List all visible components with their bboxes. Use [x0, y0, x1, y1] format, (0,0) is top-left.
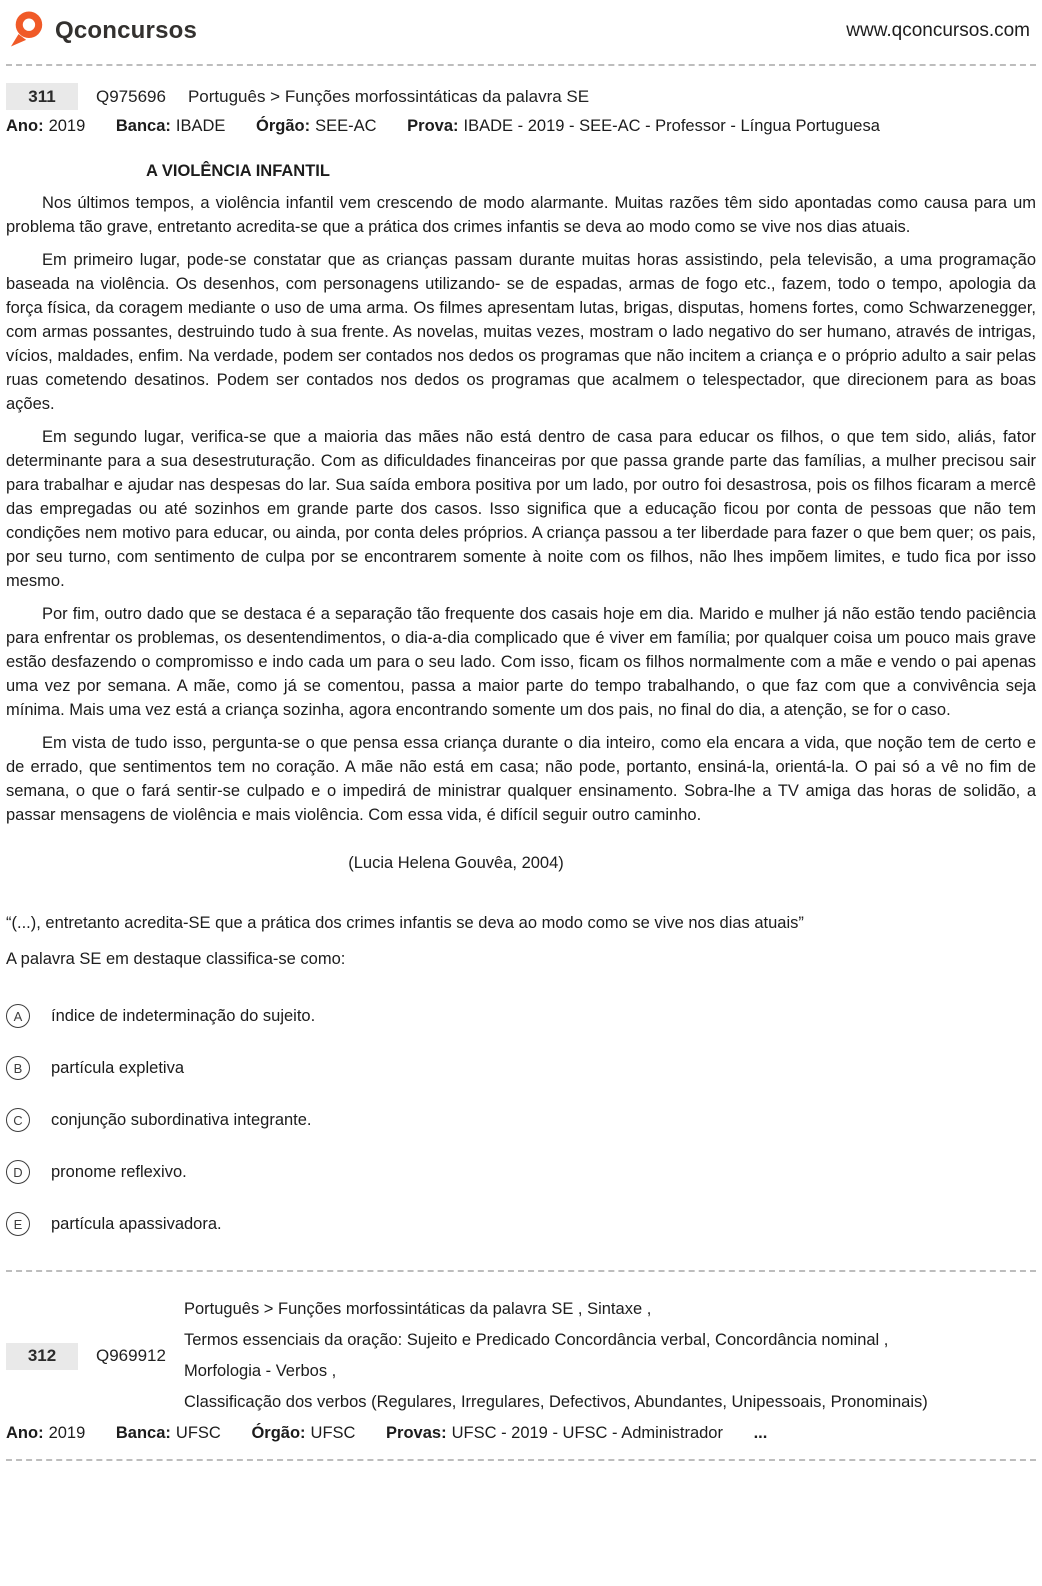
meta-banca	[116, 1424, 221, 1442]
option-a-text: índice de indeterminação do sujeito.	[51, 1006, 316, 1025]
logo-text: Qconcursos	[55, 17, 198, 44]
question-separator	[6, 1270, 1036, 1272]
option-b[interactable]	[6, 1056, 1036, 1080]
meta-orgao-label: Órgão:	[251, 1424, 306, 1442]
question-312-breadcrumbs	[184, 1294, 1036, 1418]
meta-provas	[386, 1424, 723, 1442]
breadcrumb-line[interactable]: Português > Funções morfossintáticas da palavra SE , Sintaxe ,	[184, 1300, 652, 1318]
question-number-badge: 312	[6, 1343, 78, 1370]
meta-banca-value: IBADE	[175, 117, 226, 135]
meta-banca	[116, 117, 226, 135]
meta-provas-ellipsis[interactable]: ...	[753, 1424, 768, 1442]
breadcrumb-line[interactable]: Termos essenciais da oração: Sujeito e Predicado Concordância verbal, Concordância nominal ,	[184, 1331, 889, 1349]
option-d-text: pronome reflexivo.	[51, 1162, 187, 1181]
meta-provas-value: UFSC - 2019 - UFSC - Administrador	[451, 1424, 723, 1442]
meta-banca-label: Banca:	[115, 117, 171, 135]
reading-passage	[6, 162, 1036, 873]
passage-paragraph: Em segundo lugar, verifica-se que a maioria das mães não está dentro de casa para educar os filhos, o que tem sido, aliás, fator determinante para a sua desestruturação. Com as dificuldades financeiras por que passa grande parte das famílias, a mulher precisou sair para trabalhar e ajudar nas despesas do lar. Sua saída embora positiva por um lado, por outro foi desastrosa, pois os filhos ficaram a mercê das empregadas ou até sozinhos em grande parte dos casos. Isso significa que a educação ficou por conta de pessoas que não tem condições nem motivo para educar, ou ainda, por conta deles próprios. A criança passou a ter liberdade para fazer o que bem quer; os pais, por seu turno, com sentimento de culpa por se encontrarem somente à noite com os filhos, não lhes impõem limites, e tudo fica por isso mesmo.	[6, 428, 1036, 590]
passage-paragraph: Em vista de tudo isso, pergunta-se o que pensa essa criança durante o dia inteiro, como ela encara a vida, que noção tem de certo e de errado, que sentimentos tem no coração. A mãe não está em casa; não pode, portanto, ensiná-la, orientá-la. O pai só a vê no fim de semana, o que o fará sentir-se culpado e o impedirá de ministrar qualquer ensinamento. Sobra-lhe a TV amiga das horas de solidão, a passar mensagens de violência e mais violência. Com essa vida, é difícil seguir outro caminho.	[6, 734, 1036, 824]
option-c[interactable]	[6, 1108, 1036, 1132]
options-list	[6, 1004, 1036, 1236]
passage-paragraph: Nos últimos tempos, a violência infantil vem crescendo de modo alarmante. Muitas razões têm sido apontadas como causa para um problema tão grave, entretanto acredita-se que a prática dos crimes infantis se deva ao modo como se vive nos dias atuais.	[6, 194, 1036, 236]
meta-ano	[6, 117, 85, 135]
option-b-text: partícula expletiva	[51, 1058, 184, 1077]
meta-orgao-label: Órgão:	[256, 117, 311, 135]
meta-prova-value: IBADE - 2019 - SEE-AC - Professor - Língua Portuguesa	[463, 117, 880, 135]
option-c-letter-circle[interactable]: C	[6, 1108, 30, 1132]
option-b-letter-circle[interactable]: B	[6, 1056, 30, 1080]
passage-paragraph: Por fim, outro dado que se destaca é a separação tão frequente dos casais hoje em dia. Marido e mulher já não estão tendo paciência para enfrentar os problemas, os desentendimentos, o dia-a-dia complicado que é viver em família; por qualquer coisa um pouco mais grave estão desfazendo o compromisso e indo cada um para o seu lado. Com isso, ficam os filhos normalmente com a mãe e vendo o pai apenas uma vez por semana. A mãe, como já se comentou, passa a maior parte do tempo trabalhando, o que faz com que a convivência seja mínima. Mais uma vez está a criança sozinha, agora encontrando somente um dos pais, no final do dia, a atenção, se for o caso.	[6, 605, 1036, 719]
meta-ano-label: Ano:	[6, 1424, 44, 1442]
meta-orgao	[256, 117, 377, 135]
meta-ano-label: Ano:	[6, 117, 44, 135]
meta-ano-value: 2019	[48, 117, 86, 135]
question-311-header	[6, 83, 1036, 110]
page-header	[6, 0, 1036, 64]
question-number-badge: 311	[6, 83, 78, 110]
qconcursos-logo[interactable]	[10, 9, 197, 53]
meta-orgao	[251, 1424, 355, 1442]
q-speech-bubble-icon	[10, 9, 46, 53]
meta-ano-value: 2019	[48, 1424, 86, 1442]
site-url[interactable]: www.qconcursos.com	[846, 20, 1030, 41]
option-e[interactable]	[6, 1212, 1036, 1236]
option-c-text: conjunção subordinativa integrante.	[51, 1110, 312, 1129]
option-a[interactable]	[6, 1004, 1036, 1028]
option-e-letter-circle[interactable]: E	[6, 1212, 30, 1236]
meta-orgao-value: UFSC	[310, 1424, 356, 1442]
option-e-text: partícula apassivadora.	[51, 1214, 222, 1233]
option-d-letter-circle[interactable]: D	[6, 1160, 30, 1184]
meta-prova	[407, 117, 880, 135]
question-prompt: A palavra SE em destaque classifica-se como:	[6, 950, 346, 968]
option-a-letter-circle[interactable]: A	[6, 1004, 30, 1028]
header-separator	[6, 64, 1036, 66]
passage-citation: (Lucia Helena Gouvêa, 2004)	[348, 854, 564, 872]
question-312-meta	[6, 1424, 1036, 1443]
question-quote: “(...), entretanto acredita-SE que a prática dos crimes infantis se deva ao modo como se vive nos dias atuais”	[6, 914, 804, 932]
meta-banca-value: UFSC	[175, 1424, 221, 1442]
meta-ano	[6, 1424, 85, 1442]
question-311-meta	[6, 117, 1036, 136]
breadcrumb-line[interactable]: Classificação dos verbos (Regulares, Irregulares, Defectivos, Abundantes, Unipessoais, Pronominais)	[184, 1393, 928, 1411]
breadcrumb[interactable]: Português > Funções morfossintáticas da palavra SE	[187, 86, 590, 106]
meta-banca-label: Banca:	[115, 1424, 171, 1442]
meta-orgao-value: SEE-AC	[315, 117, 377, 135]
question-code-link[interactable]: Q969912	[96, 1346, 166, 1365]
passage-paragraph: Em primeiro lugar, pode-se constatar que as crianças passam durante muitas horas assistindo, pela televisão, a uma programação baseada na violência. Os desenhos, com personagens utilizando- se de espadas, armas de fogo etc., fazem, todo o tempo, apologia da força física, da coragem mediante o uso de uma arma. Os filmes apresentam lutas, brigas, disputas, homens fortes, como Schwarzenegger, com armas possantes, destruindo tudo à sua frente. As novelas, muitas vezes, mostram o lado negativo do ser humano, através de intrigas, vícios, maldades, enfim. Na verdade, podem ser contados nos dedos os programas que não incitem a criança e o próprio adulto a sair pelas ruas cometendo desatinos. Podem ser contados nos dedos os programas que acalmem o telespectador, que direcionem para as boas ações.	[6, 251, 1036, 413]
breadcrumb-line[interactable]: Morfologia - Verbos ,	[184, 1362, 337, 1380]
bottom-separator	[6, 1459, 1036, 1461]
question-312-header	[6, 1294, 1036, 1418]
question-code-link[interactable]: Q975696	[96, 86, 166, 106]
question-312-id-group	[6, 1343, 184, 1370]
meta-prova-label: Prova:	[407, 117, 459, 135]
passage-title: A VIOLÊNCIA INFANTIL	[146, 162, 330, 180]
meta-provas-label: Provas:	[386, 1424, 447, 1442]
option-d[interactable]	[6, 1160, 1036, 1184]
